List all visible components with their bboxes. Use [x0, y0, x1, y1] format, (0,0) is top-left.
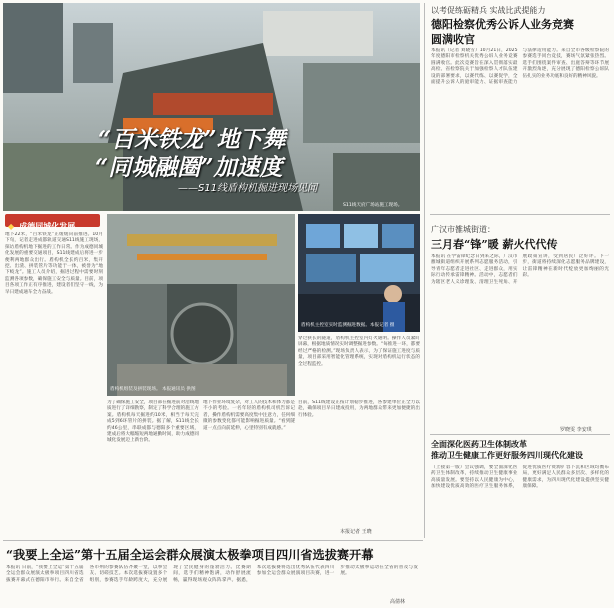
photo-caption: S11线天府广场站施工现场。 [343, 203, 403, 208]
story2-kicker: 广汉市雒城街道： [431, 225, 495, 234]
lower-col-2: 地下作业环境复杂，对工人的技术和体力都是不小的考验。一名年轻的盾构机司机告诉记者，操作盾构机需要高度集中注意力，任何细微的参数变化都可能影响掘进质量。“看到隧道一点点向前延伸，心里特别有成就感。” [203, 400, 295, 431]
story3-title-2: 推动卫生健康工作更好服务四川现代化建设 [431, 450, 583, 460]
story1-kicker: 以考促练砺精兵 实战比武提能力 [431, 6, 546, 15]
section-label-icon: ◆ [8, 222, 15, 231]
bottom-body: 本报讯 日前，“我要上全运”第十五届全运会群众展演太极拳项目四川省选拔赛开幕式在德阳市举行。来自全省各市州的参赛队伍齐聚一堂，以拳会友、切磋技艺。本次选拔赛设置多个组别，参赛选手年龄跨度大，充分展现了全民健身的蓬勃活力。比赛期间，选手们精神饱满，动作舒展流畅，赢得现场观众阵阵掌声。据悉，本次选拔赛将选出优秀队伍代表四川参加全运会群众展演项目决赛，进一步推动太极拳运动在全省的普及与发展。 [6, 565, 418, 583]
section-label-text: 成德同城化发展 [19, 222, 76, 231]
section-label [5, 214, 100, 231]
lower-col-3: 目前，S11线建设正按计划稳步推进，各参建单位正全力以赴，确保项目早日建成投用，为两地群众带来更加便捷的出行体验。 [298, 400, 420, 418]
story3-title-1: 全面深化医药卫生体制改革 [431, 439, 527, 449]
left-col-2: 穿过狭长的隧道，盾构机主控室内灯火通明。操作人员紧盯屏幕，根据地质情况实时调整掘进参数。“每推进一环，都要经过严格的检测。”现场负责人表示，为了保证施工进度与质量，项目部采用智能化管理系统，实现对盾构机运行状态的全过程监控。 [298, 336, 420, 367]
left-section-byline: 本报记者 王晓 [340, 529, 372, 535]
tunnel-photo [107, 214, 295, 396]
control-room-art [298, 214, 420, 332]
story1-title-2: 圆满收官 [431, 33, 475, 46]
left-col-1: 地下22米，“百米铁龙”正缓缓向前推进。10月下旬，记者走进成都轨道交通S11线施工现场，探访盾构机地下掘进的工作日常。作为成德同城化发展的重要交通项目，S11线建成后将进一步便利两地群众出行。盾构机全长约百米，集开挖、出渣、拼装管片等功能于一体，被誉为“地下蛟龙”。施工人员介绍，掘进过程中需要时刻监测各项参数，确保施工安全与质量。目前，项目各项工作正有序推进，建设者们坚守一线，为早日建成通车全力奋战。 [5, 232, 103, 295]
headline-line-2: “同城融圈”加速度 [95, 154, 283, 181]
column-divider [424, 3, 425, 538]
story2-byline: 罗晓雯 李安琪 [560, 427, 592, 433]
top-photo [3, 3, 420, 211]
bottom-byline: 高倩林 [390, 599, 406, 605]
control-room-photo [298, 214, 420, 332]
lower-col-1: 为了确保施工安全，项目部在掘进前对沿线地质进行了详细勘察，制定了科学合理的施工方案。盾构机每天掘进约10米，相当于每天完成5到6环管片的拼装。据了解，S11线全长约46公里，串联成都与德阳多个重要区域，建成后将大幅缩短两地通勤时间，助力成德同城化发展迈上新台阶。 [107, 400, 199, 444]
tunnel-photo-caption: 盾构机组装及拼装现场。 本报通讯员 供图 [110, 387, 196, 392]
divider-2 [430, 434, 610, 435]
headline-line-1: “百米铁龙”地下舞 [98, 126, 286, 153]
tunnel-photo-art [107, 214, 295, 396]
divider-bottom [3, 540, 423, 541]
story1-body: 本报讯（记者 刘晓雪）10月21日，2025年度德阳市检察机关优秀公诉人业务竞赛圆满收官。此次竞赛旨在深入贯彻落实最高检、省检察院关于加强检察人才队伍建设的部署要求，以赛代练、以赛促学，全面提升公诉人的庭审能力、证据审查能力与法律适用能力。来自全市各级检察院的参赛选手同台竞技，赛场气氛紧张热烈。选手们围绕案件审查、出庭答辩等环节展开激烈角逐，充分展现了德阳检察公诉队伍扎实的业务功底和良好的精神风貌。 [431, 48, 609, 86]
subheadline: ——S11线盾构机掘进现场见闻 [178, 183, 318, 194]
story2-title: 三月春“锋”暖 薪火代代传 [431, 238, 558, 251]
control-room-caption: 盾构机主控室实时监测掘进数据。本报记者 摄 [301, 323, 395, 328]
story2-body: 本报讯 在学雷锋纪念日到来之际，广汉市雒城街道组织开展系列志愿服务活动，引导青年志愿者走进社区、走进群众，用实际行动传承雷锋精神。活动中，志愿者们为辖区老人义诊理发、清理卫生死角、开展政策宣讲，受到居民广泛好评。下一步，街道将持续深化志愿服务品牌建设，让雷锋精神在新时代绽放更加绚丽的光彩。 [431, 254, 609, 285]
divider-1 [430, 214, 610, 215]
bottom-title: “我要上全运”第十五届全运会群众展演太极拳项目四川省选拔赛开幕 [6, 548, 374, 562]
story3-body: （上接第一版）会议强调，要全面深化医药卫生体制改革，持续推动卫生健康事业高质量发展。要坚持以人民健康为中心，加快建设优质高效的医疗卫生服务体系，促进优质医疗资源扩容下沉和区域均衡布局，更好满足人民群众多层次、多样化的健康需求，为四川现代化建设提供坚实健康保障。 [431, 465, 609, 490]
story1-title-1: 德阳检察优秀公诉人业务竞赛 [431, 18, 574, 31]
